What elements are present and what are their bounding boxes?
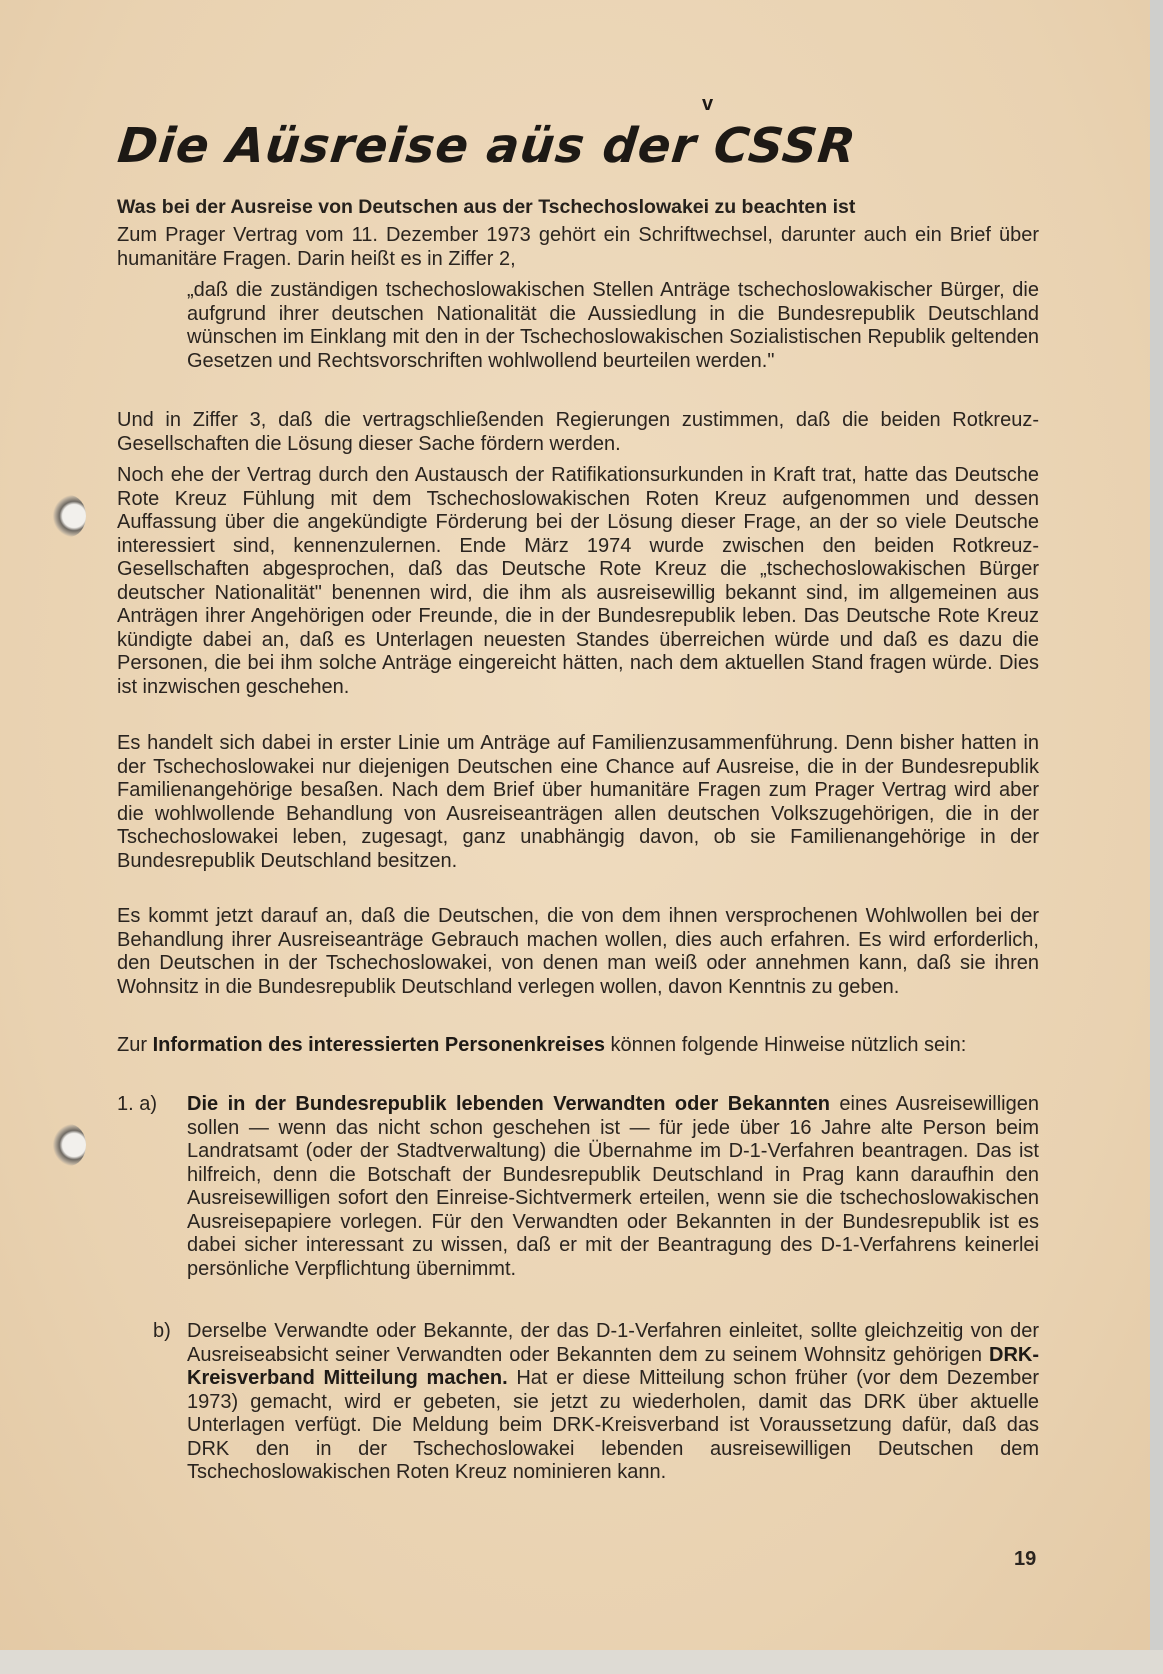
item-number-1a: 1. a) xyxy=(117,1093,158,1115)
bold-phrase: DRK-Kreisverband Mitteilung machen. xyxy=(187,1343,1039,1389)
punch-hole xyxy=(52,1124,86,1166)
item-1a-text: Die in der Bundesrepublik lebenden Verwandten oder Bekannten eines Ausreisewilligen sollen — wenn das nicht schon geschehen ist — für jede über 16 Jahre alte Person beim Landratsamt (oder der Stadtverwaltung) die Übernahme im D-1-Verfahren beantragen. Das ist hilfreich, denn die Botschaft der Bundesrepublik Deutschland in Prag kann daraufhin den Ausreisewilligen sofort den Einreise-Sichtvermerk erteilen, wenn sie die tschechoslowakischen Ausreisepapiere vorlegen. Für den Verwandten oder Bekannten in der Bundesrepublik ist es dabei sicher interessant zu wissen, daß er mit der Beantragung des D-1-Verfahrens keinerlei persönliche Verpflichtung übernimmt. xyxy=(187,1093,1039,1280)
paragraph-intro: Zum Prager Vertrag vom 11. Dezember 1973 gehört ein Schriftwechsel, darunter auch ein Brief über humanitäre Fragen. Darin heißt es in Ziffer 2, xyxy=(117,224,1039,270)
item-b-text: Derselbe Verwandte oder Bekannte, der das D-1-Verfahren einleitet, sollte gleichzeitig von der Ausreiseabsicht seiner Verwandten oder Bekannten dem zu seinem Wohnsitz gehörigen DRK-Kreisverband Mitteilung machen. Hat er diese Mitteilung schon früher (vor dem Dezember 1973) gemacht, wird er gebeten, sie jetzt zu wiederholen, damit das DRK über aktuelle Unterlagen verfügt. Die Meldung beim DRK-Kreisverband ist Voraussetzung dafür, daß das DRK den in der Tschechoslowakei lebenden ausreisewilligen Deutschen dem Tschechoslowakischen Roten Kreuz nominieren kann. xyxy=(187,1320,1039,1483)
punch-hole xyxy=(52,495,86,537)
paragraph-vertrag: Noch ehe der Vertrag durch den Austausch der Ratifikationsurkunden in Kraft trat, hatte das Deutsche Rote Kreuz Fühlung mit dem Tschechoslowakischen Roten Kreuz aufgenommen und dessen Auffassung über die angekündigte Förderung bei der Lösung dieser Frage, an der so viele Deutsche interessiert sind, kennenzulernen. Ende März 1974 wurde zwischen den beiden Rotkreuz-Gesellschaften abgesprochen, daß das Deutsche Rote Kreuz die „tschechoslowakischen Bürger deutscher Nationalität" benennen wird, die ihm als ausreisewillig bekannt sind, im allgemeinen aus Anträgen ihrer Angehörigen oder Freunde, die in der Bundesrepublik leben. Das Deutsche Rote Kreuz kündigte dabei an, daß es Unterlagen neuesten Standes überreichen würde und daß es dazu die Personen, die bei ihm solche Anträge eingereicht hätten, nach dem aktuellen Stand fragen würde. Dies ist inzwischen geschehen. xyxy=(117,464,1039,698)
page-title: Die Aüsreise aüs der CSSR xyxy=(115,118,859,174)
paragraph-ziffer-3: Und in Ziffer 3, daß die vertragschließenden Regierungen zustimmen, daß die beiden Rotkreuz-Gesellschaften die Lösung dieser Sache fördern werden. xyxy=(117,409,1039,455)
item-number-b: b) xyxy=(153,1320,171,1342)
page-number: 19 xyxy=(1014,1548,1037,1570)
paragraph-wohlwollen: Es kommt jetzt darauf an, daß die Deutschen, die von dem ihnen versprochenen Wohlwollen bei der Behandlung ihrer Ausreiseanträge Gebrauch machen wollen, dies auch erfahren. Es wird erforderlich, den Deutschen in der Tschechoslowakei, von denen man weiß oder annehmen kann, daß sie ihren Wohnsitz in die Bundesrepublik Deutschland verlegen wollen, davon Kenntnis zu geben. xyxy=(117,905,1039,998)
quoted-clause: „daß die zuständigen tschechoslowakischen Stellen Anträge tschechoslowakischer Bürger, die aufgrund ihrer deutschen Nationalität die Aussiedlung in die Bundesrepublik Deutschland wünschen im Einklang mit den in der Tschechoslowakischen Sozialistischen Republik geltenden Gesetzen und Rechtsvorschriften wohlwollend beurteilen werden." xyxy=(187,279,1039,372)
bold-phrase: Die in der Bundesrepublik lebenden Verwandten oder Bekannten xyxy=(187,1093,830,1115)
hacek-mark: v xyxy=(702,93,714,115)
scan-bottom-edge xyxy=(0,1650,1163,1674)
paragraph-familienzusammenfuehrung: Es handelt sich dabei in erster Linie um Anträge auf Familienzusammenführung. Denn bisher hatten in der Tschechoslowakei nur diejenigen Deutschen eine Chance auf Ausreise, die in der Bundesrepublik Familienangehörige besaßen. Nach dem Brief über humanitäre Fragen zum Prager Vertrag wird aber die wohlwollende Behandlung von Ausreiseanträgen allen deutschen Volkszugehörigen, die in der Tschechoslowakei leben, zugesagt, ganz unabhängig davon, ob sie Familienangehörige in der Bundesrepublik Deutschland besitzen. xyxy=(117,732,1039,872)
scan-edge xyxy=(1150,0,1163,1674)
subtitle: Was bei der Ausreise von Deutschen aus der Tschechoslowakei zu beachten ist xyxy=(117,196,856,218)
paragraph-hinweise: Zur Information des interessierten Personenkreises können folgende Hinweise nützlich sein: xyxy=(117,1034,967,1056)
bold-phrase: Information des interessierten Personenkreises xyxy=(152,1034,605,1056)
